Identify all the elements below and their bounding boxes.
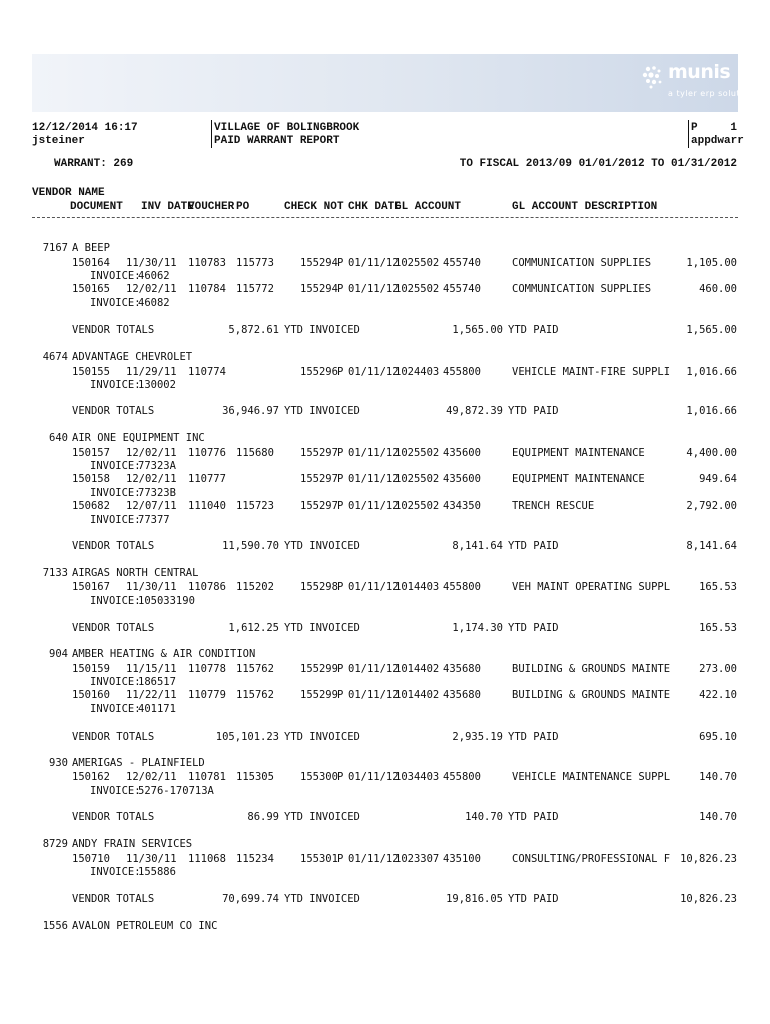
invoice-label: INVOICE: — [90, 514, 141, 526]
gl-object: 455800 — [443, 771, 481, 783]
line-amount: 422.10 — [699, 689, 737, 701]
po-number: 115234 — [236, 853, 274, 865]
gl-org: 1025502 — [395, 500, 440, 512]
check-number: 155300 — [300, 771, 338, 783]
header-divider-left — [211, 120, 212, 148]
ytd-invoiced-label: YTD INVOICED — [284, 811, 360, 823]
report-title: PAID WARRANT REPORT — [214, 135, 340, 147]
vendor-total-amount: 1,016.66 — [686, 405, 737, 417]
logo-tagline: a tyler erp solution — [668, 89, 754, 98]
po-number: 115723 — [236, 500, 274, 512]
ytd-invoiced-label: YTD INVOICED — [284, 731, 360, 743]
invoice-number: 155886 — [138, 866, 176, 878]
check-number: 155301 — [300, 853, 338, 865]
ytd-invoiced-label: YTD INVOICED — [284, 324, 360, 336]
gl-object: 455740 — [443, 257, 481, 269]
gl-org: 1034403 — [395, 771, 440, 783]
vendor-name: A BEEP — [72, 242, 110, 254]
vendor-totals-label: VENDOR TOTALS — [72, 731, 155, 743]
invoice-date: 11/15/11 — [126, 663, 177, 675]
col-type: T — [337, 201, 344, 213]
ytd-invoiced-amount: 1,612.25 — [228, 622, 279, 634]
col-voucher: VOUCHER — [188, 201, 235, 213]
gl-object: 435600 — [443, 473, 481, 485]
check-date: 01/11/12 — [348, 473, 399, 485]
invoice-date: 11/29/11 — [126, 366, 177, 378]
gl-description: COMMUNICATION SUPPLIES — [512, 283, 652, 295]
gl-object: 435100 — [443, 853, 481, 865]
voucher-number: 110774 — [188, 366, 226, 378]
report-banner — [32, 54, 754, 112]
program-name: appdwarr — [691, 135, 744, 147]
page-number: 1 — [730, 122, 737, 134]
gl-description: COMMUNICATION SUPPLIES — [512, 257, 652, 269]
gl-description: TRENCH RESCUE — [512, 500, 595, 512]
fiscal-range: TO FISCAL 2013/09 01/01/2012 TO 01/31/2012 — [459, 158, 737, 170]
document-number: 150157 — [72, 447, 110, 459]
invoice-number: 46082 — [138, 297, 170, 309]
invoice-number: 186517 — [138, 676, 176, 688]
gl-org: 1014403 — [395, 581, 440, 593]
vendor-id: 7133 — [42, 567, 68, 579]
vendor-totals-label: VENDOR TOTALS — [72, 622, 155, 634]
check-type: P — [337, 447, 344, 459]
ytd-invoiced-amount: 36,946.97 — [222, 405, 279, 417]
voucher-number: 110781 — [188, 771, 226, 783]
ytd-invoiced-label: YTD INVOICED — [284, 893, 360, 905]
voucher-number: 110786 — [188, 581, 226, 593]
po-number: 115305 — [236, 771, 274, 783]
check-number: 155299 — [300, 663, 338, 675]
logo-word: munis — [668, 61, 731, 83]
po-number: 115762 — [236, 663, 274, 675]
document-number: 150165 — [72, 283, 110, 295]
document-number: 150155 — [72, 366, 110, 378]
check-date: 01/11/12 — [348, 500, 399, 512]
line-amount: 273.00 — [699, 663, 737, 675]
voucher-number: 110783 — [188, 257, 226, 269]
gl-org: 1025502 — [395, 473, 440, 485]
ytd-paid-label: YTD PAID — [508, 405, 559, 417]
vendor-id: 8729 — [42, 838, 68, 850]
vendor-name: AIRGAS NORTH CENTRAL — [72, 567, 199, 579]
vendor-name: AMERIGAS - PLAINFIELD — [72, 757, 205, 769]
vendor-id: 640 — [49, 432, 68, 444]
invoice-number: 46062 — [138, 270, 170, 282]
gl-object: 455740 — [443, 283, 481, 295]
voucher-number: 110777 — [188, 473, 226, 485]
vendor-id: 1556 — [42, 920, 68, 932]
document-number: 150162 — [72, 771, 110, 783]
document-number: 150159 — [72, 663, 110, 675]
ytd-paid-label: YTD PAID — [508, 324, 559, 336]
vendor-total-amount: 165.53 — [699, 622, 737, 634]
gl-org: 1023307 — [395, 853, 440, 865]
check-type: P — [337, 366, 344, 378]
vendor-id: 930 — [49, 757, 68, 769]
check-date: 01/11/12 — [348, 366, 399, 378]
invoice-label: INVOICE: — [90, 785, 141, 797]
invoice-label: INVOICE: — [90, 703, 141, 715]
document-number: 150682 — [72, 500, 110, 512]
check-number: 155294 — [300, 257, 338, 269]
col-vendor-name: VENDOR NAME — [32, 187, 105, 199]
logo-dots-icon — [640, 64, 666, 90]
col-gl-account: GL ACCOUNT — [395, 201, 462, 213]
vendor-total-amount: 1,565.00 — [686, 324, 737, 336]
po-number: 115773 — [236, 257, 274, 269]
invoice-date: 12/02/11 — [126, 447, 177, 459]
ytd-invoiced-label: YTD INVOICED — [284, 405, 360, 417]
ytd-paid-label: YTD PAID — [508, 811, 559, 823]
col-chk-date: CHK DATE — [348, 201, 401, 213]
check-date: 01/11/12 — [348, 283, 399, 295]
po-number: 115680 — [236, 447, 274, 459]
vendor-totals-label: VENDOR TOTALS — [72, 324, 155, 336]
gl-object: 435680 — [443, 689, 481, 701]
page-label: P — [691, 122, 698, 134]
header-rule — [32, 217, 738, 218]
invoice-number: 77323B — [138, 487, 176, 499]
line-amount: 460.00 — [699, 283, 737, 295]
vendor-total-amount: 10,826.23 — [680, 893, 737, 905]
ytd-invoiced-amount: 105,101.23 — [215, 731, 279, 743]
voucher-number: 110784 — [188, 283, 226, 295]
invoice-label: INVOICE: — [90, 270, 141, 282]
invoice-date: 11/30/11 — [126, 581, 177, 593]
gl-description: VEHICLE MAINT-FIRE SUPPLI — [512, 366, 671, 378]
vendor-name: ANDY FRAIN SERVICES — [72, 838, 193, 850]
ytd-paid-amount: 49,872.39 — [446, 405, 503, 417]
line-amount: 10,826.23 — [680, 853, 737, 865]
document-number: 150164 — [72, 257, 110, 269]
vendor-name: AIR ONE EQUIPMENT INC — [72, 432, 205, 444]
ytd-invoiced-amount: 70,699.74 — [222, 893, 279, 905]
check-date: 01/11/12 — [348, 581, 399, 593]
col-inv-date: INV DATE — [141, 201, 194, 213]
gl-org: 1025502 — [395, 283, 440, 295]
ytd-paid-label: YTD PAID — [508, 893, 559, 905]
gl-description: VEHICLE MAINTENANCE SUPPL — [512, 771, 671, 783]
vendor-name: AVALON PETROLEUM CO INC — [72, 920, 218, 932]
voucher-number: 110778 — [188, 663, 226, 675]
invoice-date: 12/02/11 — [126, 283, 177, 295]
invoice-label: INVOICE: — [90, 460, 141, 472]
line-amount: 949.64 — [699, 473, 737, 485]
gl-description: CONSULTING/PROFESSIONAL F — [512, 853, 671, 865]
check-number: 155298 — [300, 581, 338, 593]
po-number: 115762 — [236, 689, 274, 701]
gl-description: BUILDING & GROUNDS MAINTE — [512, 663, 671, 675]
ytd-paid-label: YTD PAID — [508, 540, 559, 552]
ytd-paid-amount: 2,935.19 — [452, 731, 503, 743]
report-datetime: 12/12/2014 16:17 — [32, 122, 138, 134]
document-number: 150167 — [72, 581, 110, 593]
line-amount: 2,792.00 — [686, 500, 737, 512]
vendor-total-amount: 8,141.64 — [686, 540, 737, 552]
gl-org: 1024403 — [395, 366, 440, 378]
gl-object: 455800 — [443, 581, 481, 593]
vendor-name: ADVANTAGE CHEVROLET — [72, 351, 193, 363]
gl-description: BUILDING & GROUNDS MAINTE — [512, 689, 671, 701]
ytd-invoiced-label: YTD INVOICED — [284, 622, 360, 634]
check-type: P — [337, 257, 344, 269]
check-number: 155299 — [300, 689, 338, 701]
invoice-number: 105033190 — [138, 595, 195, 607]
vendor-id: 4674 — [42, 351, 68, 363]
invoice-label: INVOICE: — [90, 866, 141, 878]
line-amount: 1,105.00 — [686, 257, 737, 269]
invoice-label: INVOICE: — [90, 487, 141, 499]
check-type: P — [337, 581, 344, 593]
check-number: 155294 — [300, 283, 338, 295]
gl-object: 435680 — [443, 663, 481, 675]
line-amount: 140.70 — [699, 771, 737, 783]
report-org: VILLAGE OF BOLINGBROOK — [214, 122, 360, 134]
voucher-number: 110779 — [188, 689, 226, 701]
gl-object: 455800 — [443, 366, 481, 378]
ytd-paid-label: YTD PAID — [508, 731, 559, 743]
invoice-number: 77323A — [138, 460, 176, 472]
col-po: PO — [236, 201, 250, 213]
invoice-date: 12/07/11 — [126, 500, 177, 512]
ytd-paid-amount: 140.70 — [465, 811, 503, 823]
check-type: P — [337, 473, 344, 485]
report-user: jsteiner — [32, 135, 85, 147]
ytd-invoiced-amount: 86.99 — [247, 811, 279, 823]
voucher-number: 111040 — [188, 500, 226, 512]
ytd-paid-label: YTD PAID — [508, 622, 559, 634]
document-number: 150158 — [72, 473, 110, 485]
col-gl-desc: GL ACCOUNT DESCRIPTION — [512, 201, 658, 213]
check-number: 155296 — [300, 366, 338, 378]
gl-org: 1014402 — [395, 663, 440, 675]
check-date: 01/11/12 — [348, 689, 399, 701]
munis-logo — [638, 60, 754, 106]
gl-description: VEH MAINT OPERATING SUPPL — [512, 581, 671, 593]
ytd-paid-amount: 19,816.05 — [446, 893, 503, 905]
voucher-number: 111068 — [188, 853, 226, 865]
invoice-number: 5276-170713A — [138, 785, 214, 797]
gl-org: 1025502 — [395, 257, 440, 269]
po-number: 115202 — [236, 581, 274, 593]
check-date: 01/11/12 — [348, 771, 399, 783]
vendor-id: 7167 — [42, 242, 68, 254]
invoice-number: 130002 — [138, 379, 176, 391]
document-number: 150160 — [72, 689, 110, 701]
ytd-invoiced-amount: 5,872.61 — [228, 324, 279, 336]
vendor-id: 904 — [49, 648, 68, 660]
warrant-number: WARRANT: 269 — [54, 158, 134, 170]
ytd-invoiced-label: YTD INVOICED — [284, 540, 360, 552]
ytd-paid-amount: 1,174.30 — [452, 622, 503, 634]
gl-object: 435600 — [443, 447, 481, 459]
gl-org: 1025502 — [395, 447, 440, 459]
invoice-date: 11/22/11 — [126, 689, 177, 701]
check-date: 01/11/12 — [348, 447, 399, 459]
invoice-label: INVOICE: — [90, 379, 141, 391]
gl-org: 1014402 — [395, 689, 440, 701]
header-divider-right — [688, 120, 689, 148]
check-number: 155297 — [300, 447, 338, 459]
po-number: 115772 — [236, 283, 274, 295]
vendor-name: AMBER HEATING & AIR CONDITION — [72, 648, 256, 660]
line-amount: 165.53 — [699, 581, 737, 593]
invoice-date: 12/02/11 — [126, 771, 177, 783]
col-document: DOCUMENT — [70, 201, 123, 213]
col-check-no: CHECK NO — [284, 201, 337, 213]
vendor-totals-label: VENDOR TOTALS — [72, 405, 155, 417]
voucher-number: 110776 — [188, 447, 226, 459]
gl-description: EQUIPMENT MAINTENANCE — [512, 473, 645, 485]
check-number: 155297 — [300, 500, 338, 512]
invoice-date: 11/30/11 — [126, 257, 177, 269]
line-amount: 1,016.66 — [686, 366, 737, 378]
invoice-date: 12/02/11 — [126, 473, 177, 485]
check-type: P — [337, 771, 344, 783]
ytd-paid-amount: 8,141.64 — [452, 540, 503, 552]
check-date: 01/11/12 — [348, 257, 399, 269]
gl-description: EQUIPMENT MAINTENANCE — [512, 447, 645, 459]
invoice-number: 77377 — [138, 514, 170, 526]
vendor-totals-label: VENDOR TOTALS — [72, 811, 155, 823]
vendor-total-amount: 140.70 — [699, 811, 737, 823]
document-number: 150710 — [72, 853, 110, 865]
check-date: 01/11/12 — [348, 853, 399, 865]
check-type: P — [337, 283, 344, 295]
invoice-label: INVOICE: — [90, 297, 141, 309]
invoice-label: INVOICE: — [90, 595, 141, 607]
gl-object: 434350 — [443, 500, 481, 512]
check-type: P — [337, 853, 344, 865]
invoice-date: 11/30/11 — [126, 853, 177, 865]
check-date: 01/11/12 — [348, 663, 399, 675]
invoice-label: INVOICE: — [90, 676, 141, 688]
check-number: 155297 — [300, 473, 338, 485]
check-type: P — [337, 663, 344, 675]
ytd-invoiced-amount: 11,590.70 — [222, 540, 279, 552]
check-type: P — [337, 689, 344, 701]
vendor-totals-label: VENDOR TOTALS — [72, 893, 155, 905]
vendor-totals-label: VENDOR TOTALS — [72, 540, 155, 552]
vendor-total-amount: 695.10 — [699, 731, 737, 743]
invoice-number: 401171 — [138, 703, 176, 715]
check-type: P — [337, 500, 344, 512]
ytd-paid-amount: 1,565.00 — [452, 324, 503, 336]
line-amount: 4,400.00 — [686, 447, 737, 459]
